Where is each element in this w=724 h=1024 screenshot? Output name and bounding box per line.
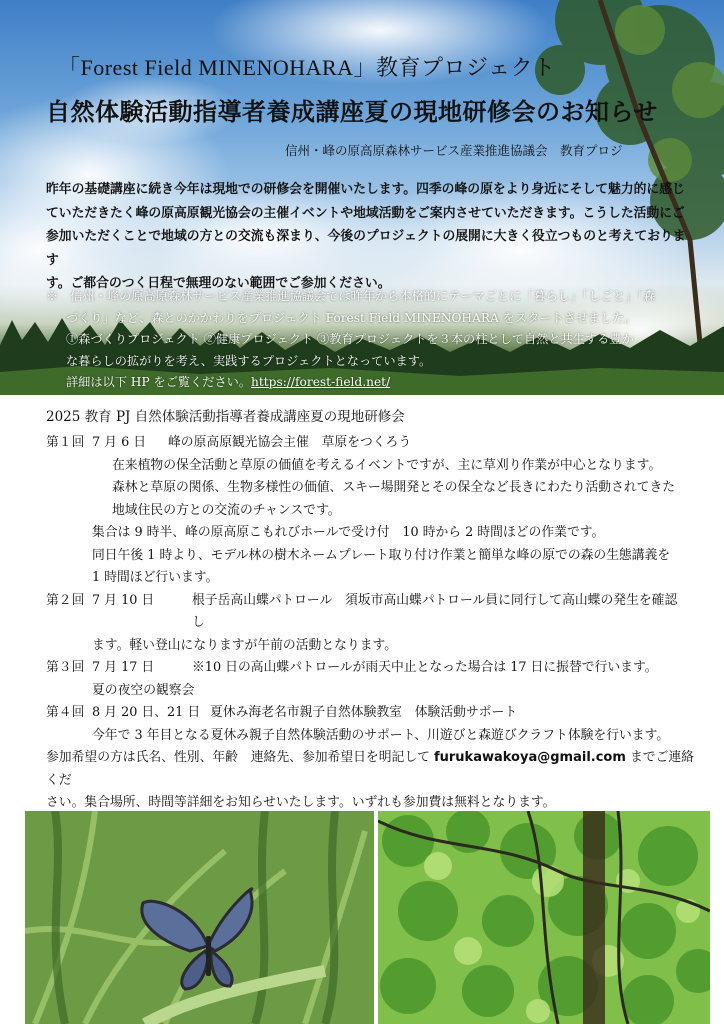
contact-text: までご連絡くだ [46, 750, 694, 788]
website-link[interactable]: https://forest-field.net/ [251, 375, 391, 389]
intro-paragraph [46, 178, 696, 296]
contact-text: 参加希望の方は氏名、性別、年齢 連絡先、参加希望日を明記して [46, 750, 430, 765]
session-detail: ます。軽い登山になりますが午前の活動となります。 [92, 637, 398, 653]
contact-info [46, 747, 696, 815]
page-subtitle: 自然体験活動指導者養成講座夏の現地研修会のお知らせ [46, 97, 658, 126]
butterfly-image [25, 811, 374, 1024]
intro-line: す。ご都合のつく日程で無理のない範囲でご参加ください。 [46, 276, 391, 291]
session-heading: 根子岳高山蝶パトロール 須坂市高山蝶パトロール員に同行して高山蝶の発生を確認し [192, 592, 678, 630]
note-line [46, 372, 696, 394]
note-line: な暮らしの拡がりを考え、実践するプロジェクトとなっています。 [66, 353, 432, 368]
session-detail: 地域住民の方との交流のチャンスです。 [112, 502, 341, 518]
session-detail: 今年で 3 年目となる夏休み親子自然体験活動のサポート、川遊びと森遊びクラフト体験を行います。 [92, 727, 670, 743]
session-detail: 集合は 9 時半、峰の原高原こもれびホールで受け付 10 時から 2 時間ほどの作業です。 [92, 525, 605, 540]
contact-email[interactable]: furukawakoya@gmail.com [433, 750, 626, 765]
intro-line: 参加いただくことで地域の方との交流も深まり、今後のプロジェクトの展開に大きく役立つものと考えております [46, 229, 686, 268]
note-line: ※ 信州・峰の原高原森林サービス産業推進協議会では昨年から本格的にテーマごとに「暮らし」「しごと」「森 [46, 289, 656, 303]
butterfly-photo [25, 811, 374, 1024]
note-line: づくり」など、森とのかかわりをプロジェクト Forest Field MINENOHARA をスタートさせました。 [66, 310, 637, 325]
session-heading: 夏休み海老名市親子自然体験教室 体験活動サポート [210, 705, 518, 720]
forest-canopy-image [378, 811, 710, 1024]
session-date: 8 月 20 日、21 日 [92, 705, 201, 720]
forest-canopy-photo [378, 811, 710, 1024]
session-label: 第３回 [46, 660, 85, 675]
session-1 [46, 432, 686, 455]
session-heading: ※10 日の高山蝶パトロールが雨天中止となった場合は 17 日に振替で行います。 [192, 660, 658, 675]
session-detail: 在来植物の保全活動と草原の価値を考えるイベントですが、主に草刈り作業が中心となります。 [112, 457, 662, 473]
note-line: ①森づくりプロジェクト ②健康プロジェクト ③教育プロジェクトを３本の柱として自然と共生する豊か [66, 332, 634, 346]
contact-line [46, 747, 696, 792]
session-label: 第４回 [46, 705, 85, 720]
contact-line: さい。集合場所、時間等詳細をお知らせいたします。いずれも参加費は無料となります。 [46, 795, 556, 810]
page-title: 「Forest Field MINENOHARA」教育プロジェクト [58, 55, 556, 80]
session-heading: 峰の原高原観光協会主催 草原をつくろう [168, 435, 412, 450]
intro-line: 昨年の基礎講座に続き今年は現地での研修会を開催いたします。四季の峰の原をより身近にそして魅力的に感じ [46, 182, 685, 197]
hp-label: 詳細は以下 HP をご覧ください。 [66, 375, 252, 389]
session-2 [46, 590, 686, 635]
session-detail: 夏の夜空の観察会 [92, 682, 195, 698]
session-label: 第１回 [46, 435, 85, 450]
session-date: 7 月 6 日 [92, 435, 147, 450]
session-3 [46, 657, 686, 680]
session-label: 第２回 [46, 592, 85, 608]
schedule-title: 2025 教育 PJ 自然体験活動指導者養成講座夏の現地研修会 [46, 409, 405, 425]
session-detail: 森林と草原の関係、生物多様性の価値、スキー場開発とその保全など長きにわたり活動されてきた [112, 480, 676, 495]
session-detail: 1 時間ほど行います。 [92, 570, 219, 585]
hero-banner [0, 0, 724, 395]
session-4 [46, 702, 686, 725]
session-detail: 同日午後 1 時より、モデル林の樹木ネームプレート取り付け作業と簡単な峰の原での森の生態講義を [92, 547, 671, 563]
organizer-name: 信州・峰の原高原森林サービス産業推進協議会 教育プロジ [285, 143, 623, 158]
intro-line: ていただきたく峰の原高原観光協会の主催イベントや地域活動をご案内させていただきます。こうした活動にご [46, 205, 685, 221]
project-note [46, 286, 696, 394]
session-date: 7 月 17 日 [92, 660, 155, 675]
session-date: 7 月 10 日 [92, 592, 155, 608]
schedule-list [46, 432, 686, 747]
